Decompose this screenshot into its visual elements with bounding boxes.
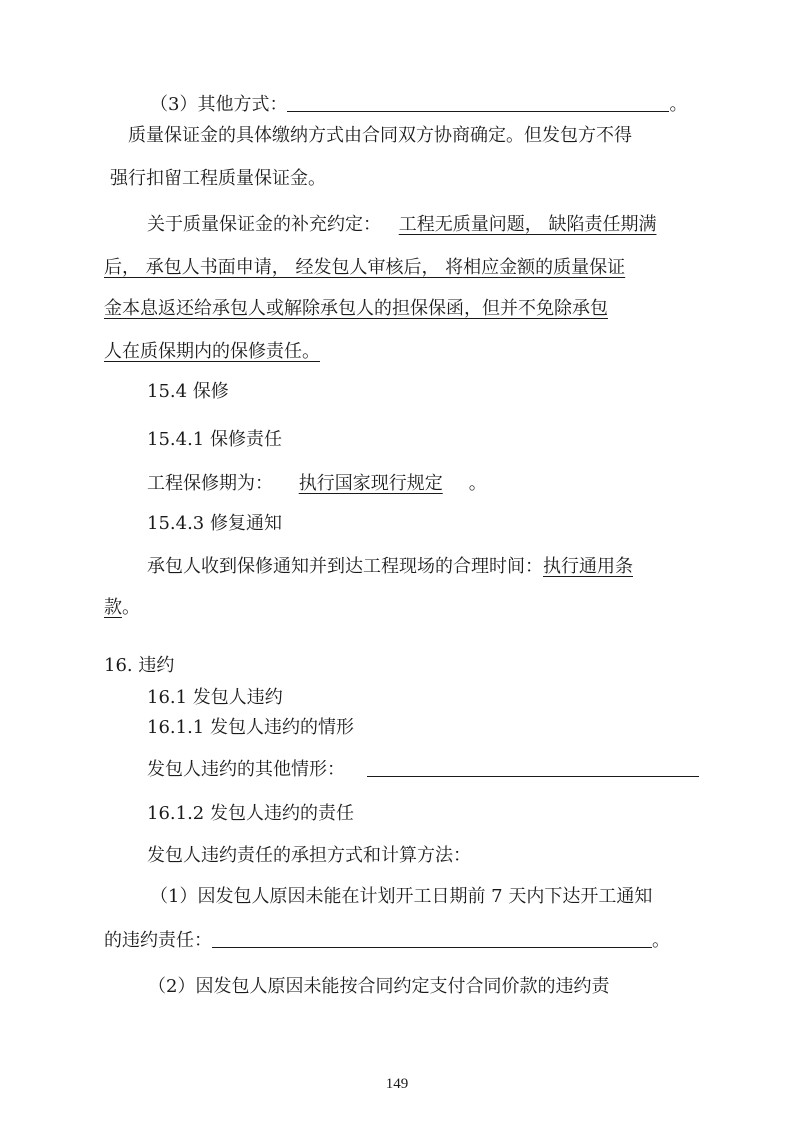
- repair-time-value-cont: 款: [104, 597, 122, 618]
- item-1-liability-period: 。: [652, 930, 670, 951]
- deposit-method-text-cont: 强行扣留工程质量保证金。: [110, 168, 326, 189]
- page-number: 149: [385, 1076, 409, 1092]
- other-breach-line: [147, 758, 699, 782]
- section-15-4-heading: 15.4 保修: [147, 381, 229, 402]
- warranty-period-label: 工程保修期为：: [147, 473, 273, 494]
- warranty-period-period: 。: [468, 473, 487, 494]
- repair-time-label: 承包人收到保修通知并到达工程现场的合理时间：: [147, 556, 543, 577]
- item-1-liability-blank: [212, 929, 652, 948]
- section-16-heading: 16. 违约: [104, 655, 175, 676]
- section-16-1-2-heading: 16.1.2 发包人违约的责任: [147, 803, 354, 824]
- repair-time-period: 。: [122, 597, 140, 618]
- section-16-1-1-heading: 16.1.1 发包人违约的情形: [147, 717, 354, 738]
- warranty-period-value: 执行国家现行规定: [298, 473, 443, 494]
- repair-time-line: [147, 555, 633, 579]
- warranty-period-line: [147, 472, 487, 496]
- other-breach-label: 发包人违约的其他情形：: [147, 759, 345, 780]
- section-15-4-3-heading: 15.4.3 修复通知: [147, 513, 282, 534]
- other-method-label: （3）其他方式：: [150, 94, 288, 115]
- section-16-1-heading: 16.1 发包人违约: [147, 687, 283, 708]
- other-breach-blank: [367, 758, 699, 777]
- section-15-4-1-heading: 15.4.1 保修责任: [147, 429, 282, 450]
- supplement-line-1: [147, 213, 656, 237]
- supplement-text-2: 后， 承包人书面申请， 经发包人审核后， 将相应金额的质量保证: [104, 257, 626, 278]
- other-method-blank: [287, 93, 669, 112]
- supplement-text-1: 工程无质量问题， 缺陷责任期满: [398, 214, 657, 235]
- item-1-liability-label: 的违约责任：: [104, 930, 212, 951]
- liability-method-text: 发包人违约责任的承担方式和计算方法：: [147, 845, 471, 866]
- item-1-text: （1）因发包人原因未能在计划开工日期前 7 天内下达开工通知: [150, 886, 653, 907]
- repair-time-value: 执行通用条: [543, 556, 633, 577]
- repair-time-line-cont: [104, 596, 140, 620]
- deposit-method-text: 质量保证金的具体缴纳方式由合同双方协商确定。但发包方不得: [128, 125, 632, 146]
- supplement-label: 关于质量保证金的补充约定：: [147, 214, 381, 235]
- item-2-text: （2）因发包人原因未能按合同约定支付合同价款的违约责: [148, 976, 610, 997]
- supplement-text-3: 金本息返还给承包人或解除承包人的担保保函，但并不免除承包: [104, 298, 608, 319]
- supplement-text-4: 人在质保期内的保修责任。: [104, 341, 320, 362]
- other-method-period: 。: [669, 94, 688, 115]
- other-method-line: [150, 93, 687, 117]
- item-1-liability-line: [104, 929, 670, 953]
